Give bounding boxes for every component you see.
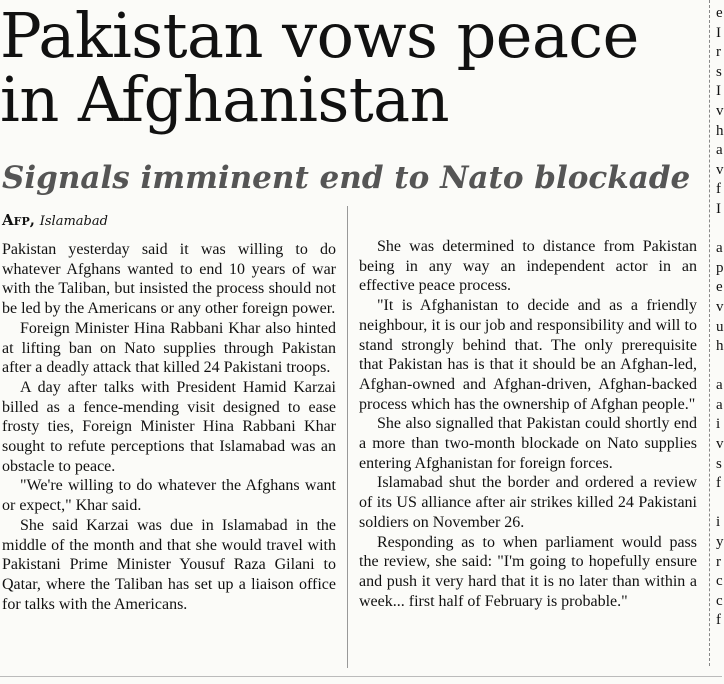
adjacent-column-letter: f xyxy=(716,475,721,492)
bottom-rule xyxy=(0,676,722,677)
adjacent-column-letter xyxy=(716,357,724,377)
adjacent-column-letter: h xyxy=(716,338,724,355)
adjacent-column-letter xyxy=(716,494,724,514)
paragraph: "It is Afghanistan to decide and as a friendly neighbour, it is our job and responsibility and will to stand strongly behind that. The only prerequisite that Pakistan has is that it should be an Afghan-led, Afghan-owned and Afghan-driven, Afghan-backed process which has the ownership of Afghan people." xyxy=(359,297,697,413)
adjacent-column-letter: I xyxy=(716,200,721,217)
adjacent-column-letter: s xyxy=(716,455,722,472)
paragraph: Islamabad shut the border and ordered a review of its US alliance after air strikes killed 24 Pakistani soldiers on November 26. xyxy=(359,474,697,531)
paragraph: She was determined to distance from Pakistan being in any way an independent actor in an effective peace process. xyxy=(359,238,697,295)
adjacent-column-letter xyxy=(716,220,724,240)
adjacent-column-letter: v xyxy=(716,298,724,315)
paragraph: A day after talks with President Hamid Karzai billed as a fence-mending visit designed to ease frosty ties, Foreign Minister Hina Rabbani Khar sought to refute perceptions that Islamabad was an obstacle to peace. xyxy=(2,378,336,475)
paragraph: "We're willing to do whatever the Afghans want or expect," Khar said. xyxy=(2,477,336,515)
adjacent-column-letter: r xyxy=(716,553,721,570)
paragraph: Foreign Minister Hina Rabbani Khar also hinted at lifting ban on Nato supplies through Pakistan after a deadly attack that killed 24 Pakistani troops. xyxy=(2,319,336,377)
adjacent-column-letter: i xyxy=(716,514,721,531)
adjacent-column-letter: c xyxy=(716,573,723,590)
adjacent-column-fragment xyxy=(716,4,724,631)
byline xyxy=(2,210,108,232)
adjacent-column-letter: c xyxy=(716,592,723,609)
byline-location: Islamabad xyxy=(39,214,108,229)
adjacent-column-letter: a xyxy=(716,142,723,159)
article-column-2 xyxy=(359,237,697,611)
byline-agency: Afp, xyxy=(2,211,35,229)
adjacent-column-letter: e xyxy=(716,279,723,296)
adjacent-column-letter: a xyxy=(716,377,723,394)
adjacent-column-letter: f xyxy=(716,181,721,198)
adjacent-column-letter: r xyxy=(716,44,721,61)
adjacent-column-letter: p xyxy=(716,259,724,276)
adjacent-column-letter: a xyxy=(716,396,723,413)
adjacent-column-letter: f xyxy=(716,612,721,629)
adjacent-column-letter: I xyxy=(716,83,721,100)
paragraph: She also signalled that Pakistan could shortly end a more than two-month blockade on Nato supplies entering Afghanistan for foreign forces. xyxy=(359,415,697,472)
adjacent-column-letter: I xyxy=(716,24,721,41)
adjacent-column-letter: i xyxy=(716,416,721,433)
adjacent-column-letter: v xyxy=(716,161,724,178)
headline: Pakistan vows peace in Afghanistan xyxy=(0,0,639,136)
column-divider xyxy=(347,206,348,668)
adjacent-column-letter: a xyxy=(716,240,723,257)
paragraph: Pakistan yesterday said it was willing to do whatever Afghans wanted to end 10 years of war with the Taliban, but insisted the process should not be led by the Americans or any other foreign power. xyxy=(2,241,336,318)
paragraph: Responding as to when parliament would pass the review, she said: "I'm going to hopefully ensure and push it very hard that it is no later than within a week... first half of February is probable." xyxy=(359,533,697,610)
article-column-1 xyxy=(2,240,336,614)
adjacent-column-letter: e xyxy=(716,5,723,21)
adjacent-column-letter: v xyxy=(716,436,724,453)
adjacent-column-letter: v xyxy=(716,102,724,119)
adjacent-column-letter: y xyxy=(716,534,724,551)
adjacent-column-letter: s xyxy=(716,63,722,80)
adjacent-column-letter: u xyxy=(716,318,724,335)
adjacent-column-letter: h xyxy=(716,122,724,139)
paragraph: She said Karzai was due in Islamabad in the middle of the month and that she would travel with Pakistani Prime Minister Yousuf Raza Gilani to Qatar, where the Taliban has set up a liaison office for talks with the Americans. xyxy=(2,516,336,613)
column-divider-right xyxy=(709,0,711,666)
subheadline: Signals imminent end to Nato blockade xyxy=(2,160,691,196)
